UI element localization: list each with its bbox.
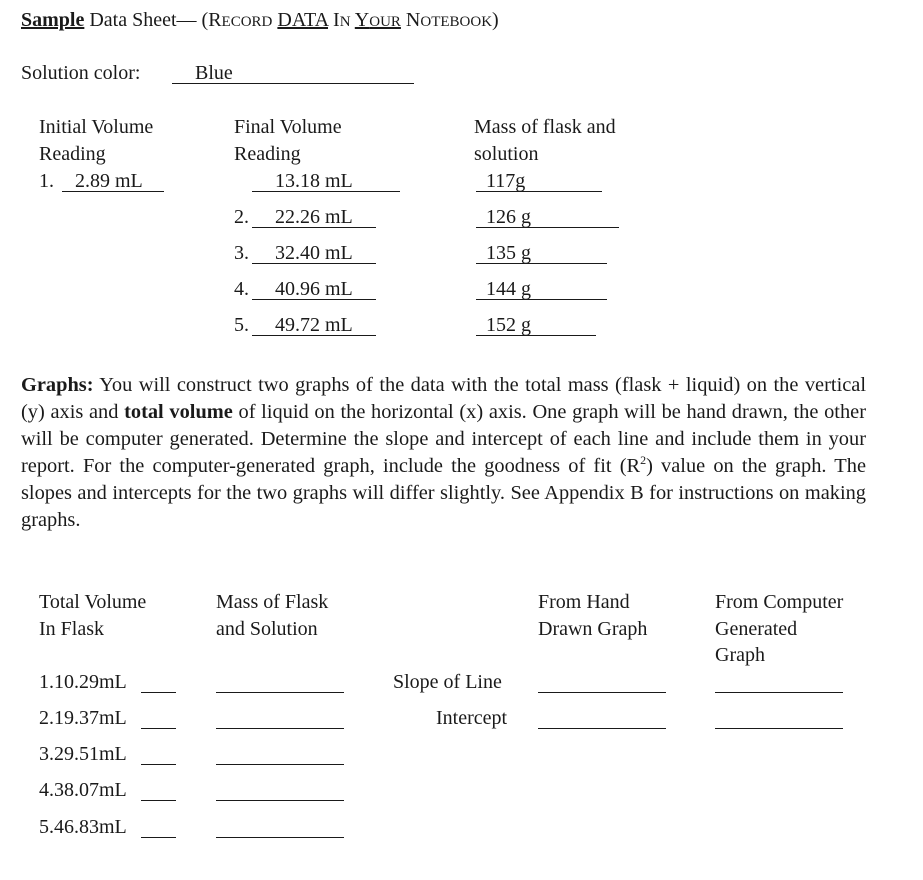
total-volume-row-2-underline bbox=[141, 728, 176, 729]
total-volume-row-4-underline bbox=[141, 800, 176, 801]
final-volume-row-1: 13.18 mL bbox=[275, 170, 353, 192]
final-volume-row-3-underline bbox=[252, 263, 376, 264]
total-volume-header-line2: In Flask bbox=[39, 618, 104, 640]
final-volume-row-4-underline bbox=[252, 299, 376, 300]
initial-volume-value: 2.89 mL bbox=[75, 170, 143, 192]
graphs-instructions bbox=[21, 372, 866, 534]
title-record-initial: R bbox=[208, 9, 222, 31]
final-volume-header-line1: Final Volume bbox=[234, 116, 342, 138]
title-data-word: DATA bbox=[277, 9, 329, 31]
title-dash: — bbox=[176, 9, 197, 31]
intercept-label: Intercept bbox=[436, 707, 508, 729]
mass-row-3-underline bbox=[476, 263, 607, 264]
mass-blank-row-3 bbox=[216, 764, 344, 765]
graphs-text-3: ) value on the graph. The slopes and intercepts for the two graphs will differ slightly. See Appendix B for instructions on making graphs. bbox=[21, 455, 866, 531]
mass-row-1-underline bbox=[476, 191, 602, 192]
final-volume-row-5: 49.72 mL bbox=[275, 314, 353, 336]
mass-row-2-underline bbox=[476, 227, 619, 228]
title-in-rest: N bbox=[339, 14, 351, 30]
total-volume-header-line1: Total Volume bbox=[39, 591, 147, 613]
title-notebook-initial: N bbox=[405, 9, 421, 31]
title-paren-open: ( bbox=[196, 9, 209, 31]
final-volume-row-4: 40.96 mL bbox=[275, 278, 353, 300]
mass-blank-row-2 bbox=[216, 728, 344, 729]
slope-computer-blank bbox=[715, 692, 843, 693]
page-title bbox=[21, 8, 499, 34]
total-volume-row-4: 4.38.07mL bbox=[39, 779, 127, 801]
graphs-superscript: 2 bbox=[640, 453, 647, 468]
mass-flask-solution-header-line1: Mass of Flask bbox=[216, 591, 329, 613]
intercept-hand-blank bbox=[538, 728, 666, 729]
computer-generated-header-line3: Graph bbox=[715, 644, 765, 666]
total-volume-row-5: 5.46.83mL bbox=[39, 816, 127, 838]
slope-hand-blank bbox=[538, 692, 666, 693]
solution-color-value: Blue bbox=[195, 62, 233, 84]
mass-row-5-underline bbox=[476, 335, 596, 336]
mass-row-2: 126 g bbox=[486, 206, 531, 228]
intercept-computer-blank bbox=[715, 728, 843, 729]
graphs-text-1: You will construct two graphs of the data with the total mass (flask + liquid) on the vertical (y) axis and bbox=[21, 374, 866, 423]
total-volume-row-3-underline bbox=[141, 764, 176, 765]
solution-color-underline bbox=[172, 83, 414, 84]
mass-blank-row-5 bbox=[216, 837, 344, 838]
graphs-bold-total-volume: total volume bbox=[124, 401, 233, 423]
final-volume-prefix-5: 5. bbox=[234, 314, 249, 336]
initial-volume-header-line1: Initial Volume bbox=[39, 116, 154, 138]
mass-flask-header-line2: solution bbox=[474, 143, 539, 165]
total-volume-row-1: 1.10.29mL bbox=[39, 671, 127, 693]
solution-color-label: Solution color: bbox=[21, 62, 141, 84]
graphs-text-2: of liquid on the horizontal (x) axis. One graph will be hand drawn, the other will be computer generated. Determine the slope and intercept of each line and include them in your report. For the computer-generated graph, include the goodness of fit (R bbox=[21, 401, 866, 477]
mass-row-1: 117g bbox=[486, 170, 526, 192]
initial-volume-prefix: 1. bbox=[39, 170, 54, 192]
title-your-rest: OUR bbox=[369, 14, 401, 30]
mass-row-4-underline bbox=[476, 299, 607, 300]
total-volume-row-2: 2.19.37mL bbox=[39, 707, 127, 729]
title-record-rest: ECORD bbox=[221, 14, 273, 30]
title-data-sheet: Data Sheet bbox=[84, 9, 177, 31]
title-notebook-rest: OTEBOOK bbox=[420, 14, 493, 30]
graphs-heading: Graphs: bbox=[21, 374, 94, 396]
total-volume-row-1-underline bbox=[141, 692, 176, 693]
mass-flask-header-line1: Mass of flask and bbox=[474, 116, 616, 138]
initial-volume-underline bbox=[62, 191, 164, 192]
title-sample: Sample bbox=[21, 9, 85, 31]
final-volume-row-2-underline bbox=[252, 227, 376, 228]
title-in-initial: I bbox=[333, 9, 340, 31]
mass-row-3: 135 g bbox=[486, 242, 531, 264]
final-volume-row-1-underline bbox=[252, 191, 400, 192]
title-paren-close: ) bbox=[492, 9, 499, 31]
hand-drawn-header-line2: Drawn Graph bbox=[538, 618, 648, 640]
title-your-initial: Y bbox=[354, 9, 370, 31]
final-volume-prefix-2: 2. bbox=[234, 206, 249, 228]
computer-generated-header-line2: Generated bbox=[715, 618, 798, 640]
mass-row-5: 152 g bbox=[486, 314, 531, 336]
final-volume-row-3: 32.40 mL bbox=[275, 242, 353, 264]
final-volume-prefix-3: 3. bbox=[234, 242, 249, 264]
final-volume-row-5-underline bbox=[252, 335, 376, 336]
mass-blank-row-1 bbox=[216, 692, 344, 693]
total-volume-row-3: 3.29.51mL bbox=[39, 743, 127, 765]
mass-flask-solution-header-line2: and Solution bbox=[216, 618, 318, 640]
final-volume-prefix-4: 4. bbox=[234, 278, 249, 300]
total-volume-row-5-underline bbox=[141, 837, 176, 838]
hand-drawn-header-line1: From Hand bbox=[538, 591, 630, 613]
final-volume-row-2: 22.26 mL bbox=[275, 206, 353, 228]
initial-volume-header-line2: Reading bbox=[39, 143, 106, 165]
slope-label: Slope of Line bbox=[393, 671, 502, 693]
computer-generated-header-line1: From Computer bbox=[715, 591, 844, 613]
mass-row-4: 144 g bbox=[486, 278, 531, 300]
final-volume-header-line2: Reading bbox=[234, 143, 301, 165]
mass-blank-row-4 bbox=[216, 800, 344, 801]
